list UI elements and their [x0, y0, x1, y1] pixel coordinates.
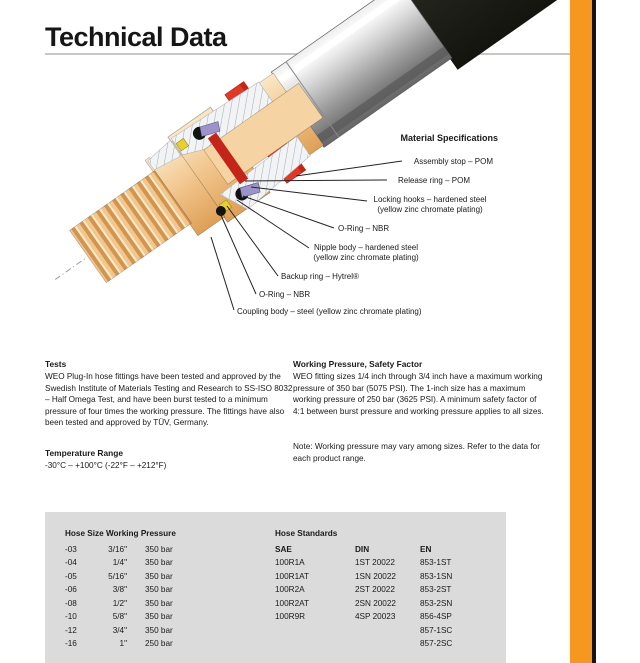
callout-locking-hooks-line2: (yellow zinc chromate plating)	[377, 205, 483, 214]
table-cell: 350 bar	[145, 625, 173, 635]
table-cell: 857-1SC	[420, 625, 453, 635]
table-cell: 1SN 20022	[355, 571, 396, 581]
callout-nipple-body	[302, 243, 430, 263]
table-cell: 856-4SP	[420, 612, 452, 621]
working-pressure-table	[65, 527, 240, 651]
table-cell: 250 bar	[145, 639, 173, 648]
table-cell: -06	[65, 585, 77, 594]
tests-body: WEO Plug-In hose fittings have been tested and approved by the Swedish Institute of Materials Testing and Research to SS-ISO 8032 – Half Omega Test, and have been burst tested to a minimum pressure of four times the working pressure. The fittings have also been tested and approved by TÜV, Germany.	[45, 372, 293, 428]
working-pressure-body: WEO fitting sizes 1/4 inch through 3/4 inch have a maximum working pressure of 350 bar (5075 PSI). The 1-inch size has a maximum working pressure of 250 bar (3625 PSI). A minimum safety factor of 4:1 between burst pressure and working pressure applies to all sizes.	[293, 372, 544, 416]
table-cell: 350 bar	[145, 558, 173, 567]
callout-backup-ring: Backup ring – Hytrel®	[281, 272, 359, 281]
table-cell: -04	[65, 558, 77, 567]
table-cell: 857-2SC	[420, 639, 453, 648]
working-pressure-table-title: Hose Size Working Pressure	[65, 529, 176, 538]
table-cell: 4SP 20023	[355, 612, 396, 621]
working-pressure-heading: Working Pressure, Safety Factor	[293, 359, 423, 369]
temperature-heading: Temperature Range	[45, 448, 124, 458]
table-cell: -10	[65, 612, 77, 621]
data-panel	[45, 512, 506, 663]
table-cell: 853-1SN	[420, 571, 453, 581]
table-cell: 853-1ST	[420, 558, 452, 567]
callout-nipple-body-line1: Nipple body – hardened steel	[313, 243, 419, 252]
callout-release-ring: Release ring – POM	[397, 176, 470, 185]
table-cell: 100R2AT	[275, 598, 309, 608]
table-cell: 2SN 20022	[355, 598, 396, 608]
table-cell: 350 bar	[145, 585, 173, 594]
table-cell: -12	[65, 625, 77, 635]
callout-locking-hooks-line1: Locking hooks – hardened steel	[373, 195, 487, 204]
temperature-body: -30°C – +100°C (-22°F – +212°F)	[45, 461, 167, 470]
table-cell: 1/2"	[112, 598, 127, 608]
table-cell: 2ST 20022	[355, 585, 395, 594]
section-working-pressure	[293, 359, 545, 417]
table-cell: 100R1AT	[275, 571, 309, 581]
table-cell: 100R9R	[275, 612, 306, 621]
table-cell: 350 bar	[145, 598, 173, 608]
table-cell: -16	[65, 639, 77, 648]
column-header-din: DIN	[355, 544, 370, 554]
callout-o-ring-lower: O-Ring – NBR	[259, 290, 311, 299]
table-cell: 3/4"	[112, 625, 127, 635]
callout-coupling-body: Coupling body – steel (yellow zinc chromate plating)	[237, 307, 422, 316]
table-cell: 350 bar	[145, 612, 173, 621]
table-cell: -05	[65, 571, 77, 581]
table-cell: 1"	[119, 639, 127, 648]
table-cell: 3/8"	[112, 585, 127, 594]
callout-o-ring-upper: O-Ring – NBR	[338, 224, 390, 233]
table-cell: 1ST 20022	[355, 558, 395, 567]
table-cell: 853-2SN	[420, 598, 453, 608]
page-title: Technical Data	[45, 22, 227, 52]
table-cell	[355, 624, 420, 638]
callout-locking-hooks	[360, 195, 500, 215]
table-cell: 100R2A	[275, 585, 305, 594]
table-cell: 350 bar	[145, 544, 173, 554]
centerline	[55, 258, 86, 280]
callout-assembly-stop: Assembly stop – POM	[413, 157, 493, 166]
working-pressure-note: Note: Working pressure may vary among sizes. Refer to the data for each product range.	[293, 442, 540, 463]
callout-nipple-body-line2: (yellow zinc chromate plating)	[313, 253, 419, 262]
table-cell: 853-2ST	[420, 585, 452, 594]
table-cell	[275, 637, 355, 651]
table-cell: 100R1A	[275, 558, 305, 567]
table-cell: 3/16"	[108, 544, 127, 554]
hose-standards-table	[275, 527, 490, 651]
table-cell	[275, 624, 355, 638]
table-cell: 1/4"	[112, 558, 127, 567]
column-header-sae: SAE	[275, 544, 292, 554]
table-cell: -03	[65, 544, 77, 554]
tests-heading: Tests	[45, 359, 67, 369]
section-temperature-range	[45, 448, 295, 472]
column-header-en: EN	[420, 544, 432, 554]
table-cell: 5/16"	[108, 571, 127, 581]
table-cell	[355, 637, 420, 651]
table-cell: -08	[65, 598, 77, 608]
material-specs-heading: Material Specifications	[400, 133, 498, 143]
table-cell: 5/8"	[112, 612, 127, 621]
table-cell: 350 bar	[145, 571, 173, 581]
hose-standards-table-title: Hose Standards	[275, 529, 338, 538]
section-tests	[45, 359, 295, 429]
